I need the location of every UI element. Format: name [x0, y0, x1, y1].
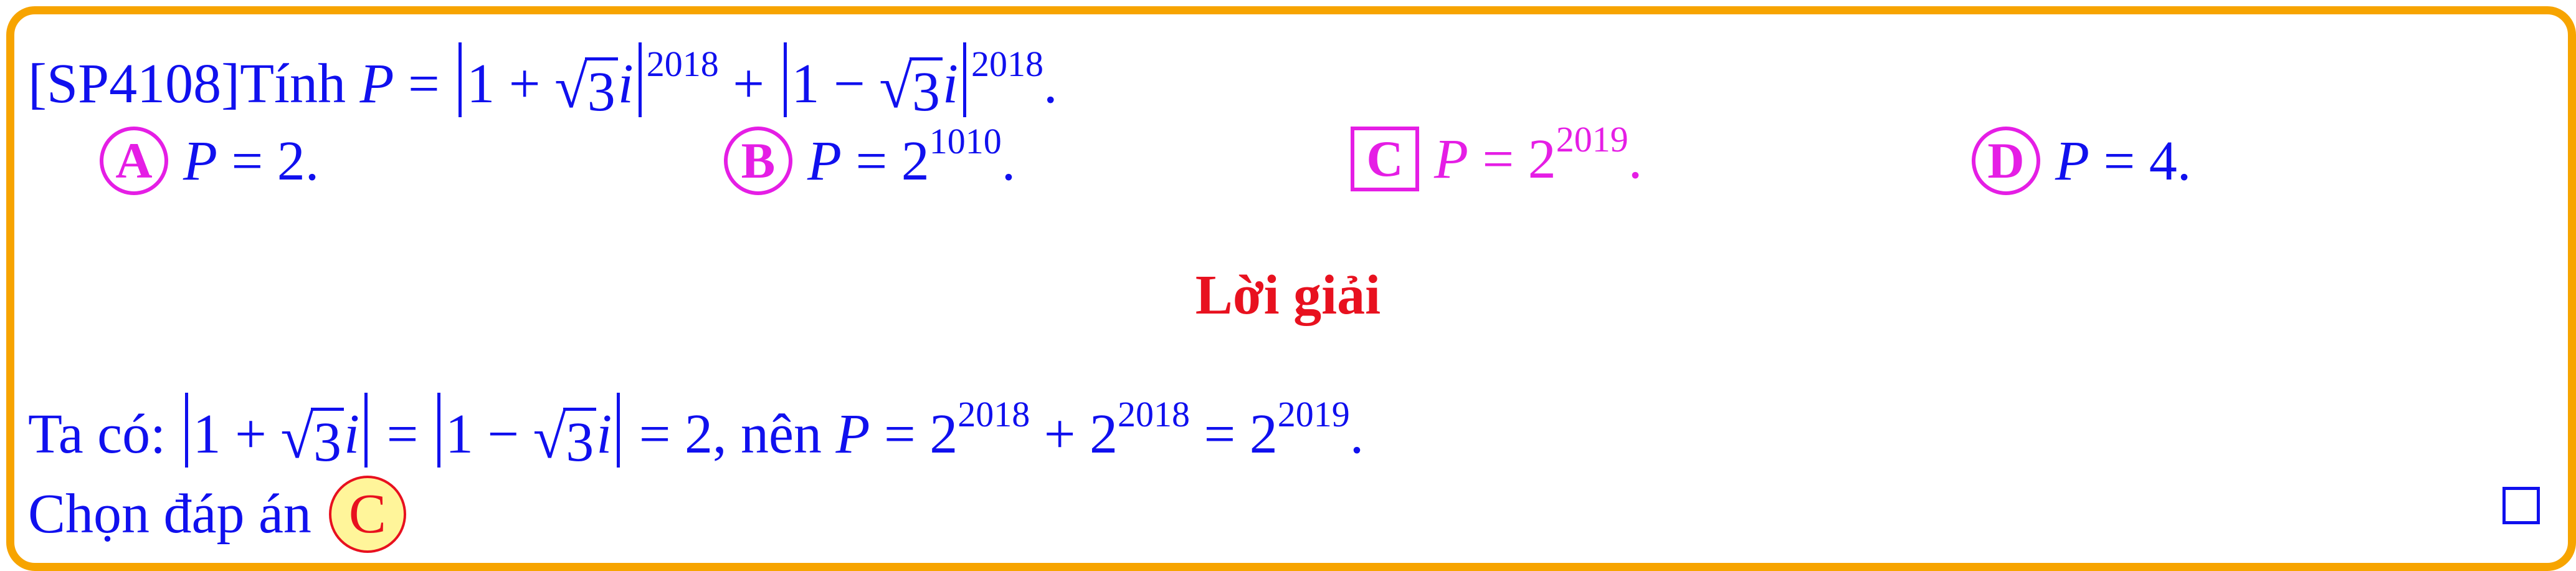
sqrt-2: √ 3	[879, 57, 943, 120]
abs-bar-right-2	[963, 42, 966, 117]
s-plus-2: +	[1043, 403, 1076, 465]
question-line	[28, 42, 1058, 123]
abs-bar-left-1	[459, 42, 462, 117]
s-bar-3	[437, 393, 440, 468]
s-sqrt-2: √ 3	[533, 408, 597, 471]
s-bar-4	[617, 393, 620, 468]
s-plus-1: +	[235, 403, 267, 465]
q-one-1: 1	[467, 53, 495, 115]
q-i-2: i	[942, 53, 958, 115]
sqrt-1: √ 3	[554, 57, 618, 120]
option-d-marker: D	[1972, 127, 2040, 195]
qed-square-icon	[2502, 487, 2540, 524]
s-eq-two: = 2, nên	[639, 403, 822, 465]
problem-code: [SP4108]	[28, 53, 240, 115]
s-exp-a: 2018	[958, 394, 1030, 434]
option-b-marker: B	[724, 127, 792, 195]
s-period: .	[1349, 403, 1364, 465]
q-one-2: 1	[791, 53, 820, 115]
s-eq-1: =	[386, 403, 419, 465]
s-two-2: 2	[1090, 403, 1118, 465]
s-bar-2	[364, 393, 368, 468]
s-i-2: i	[596, 403, 612, 465]
s-two-1: 2	[929, 403, 958, 465]
s-var: P	[835, 403, 870, 465]
s-eq-3: =	[1204, 403, 1236, 465]
s-minus: −	[487, 403, 520, 465]
q-minus: −	[834, 53, 865, 115]
question-eq: =	[408, 53, 440, 115]
option-b[interactable]: B $P = 2^{1010}$.	[724, 127, 1015, 195]
q-exp-1: 2018	[646, 44, 719, 84]
s-bar-1	[185, 393, 188, 468]
s-one-1: 1	[192, 403, 221, 465]
option-c[interactable]: C $P = 2^{2019}$.	[1351, 127, 1642, 191]
q-plus-1: +	[508, 53, 541, 115]
option-d[interactable]: D P = 4.	[1972, 127, 2191, 195]
s-sqrt-1: √ 3	[280, 408, 344, 471]
q-plus-2: +	[733, 53, 765, 115]
s-i-1: i	[344, 403, 360, 465]
solution-heading: Lời giải	[1195, 264, 1381, 326]
s-eq-2: =	[883, 403, 916, 465]
q-i-1: i	[617, 53, 634, 115]
final-answer-badge: C	[329, 476, 406, 553]
q-exp-2: 2018	[971, 44, 1043, 84]
s-exp-c: 2019	[1277, 394, 1350, 434]
abs-bar-left-2	[784, 42, 787, 117]
option-a-marker: A	[100, 127, 168, 195]
s-one-2: 1	[445, 403, 473, 465]
s-exp-b: 2018	[1118, 394, 1191, 434]
answer-line	[28, 476, 406, 553]
option-a[interactable]: A P = 2.	[100, 127, 319, 195]
option-c-marker: C	[1351, 127, 1419, 191]
ta-co: Ta có:	[28, 403, 166, 465]
choose-label: Chọn đáp án	[28, 483, 311, 545]
solution-line	[28, 393, 1364, 471]
question-var: P	[359, 53, 394, 115]
s-two-3: 2	[1249, 403, 1278, 465]
question-prefix: Tính	[240, 53, 346, 115]
q-period: .	[1043, 53, 1058, 115]
abs-bar-right-1	[639, 42, 642, 117]
